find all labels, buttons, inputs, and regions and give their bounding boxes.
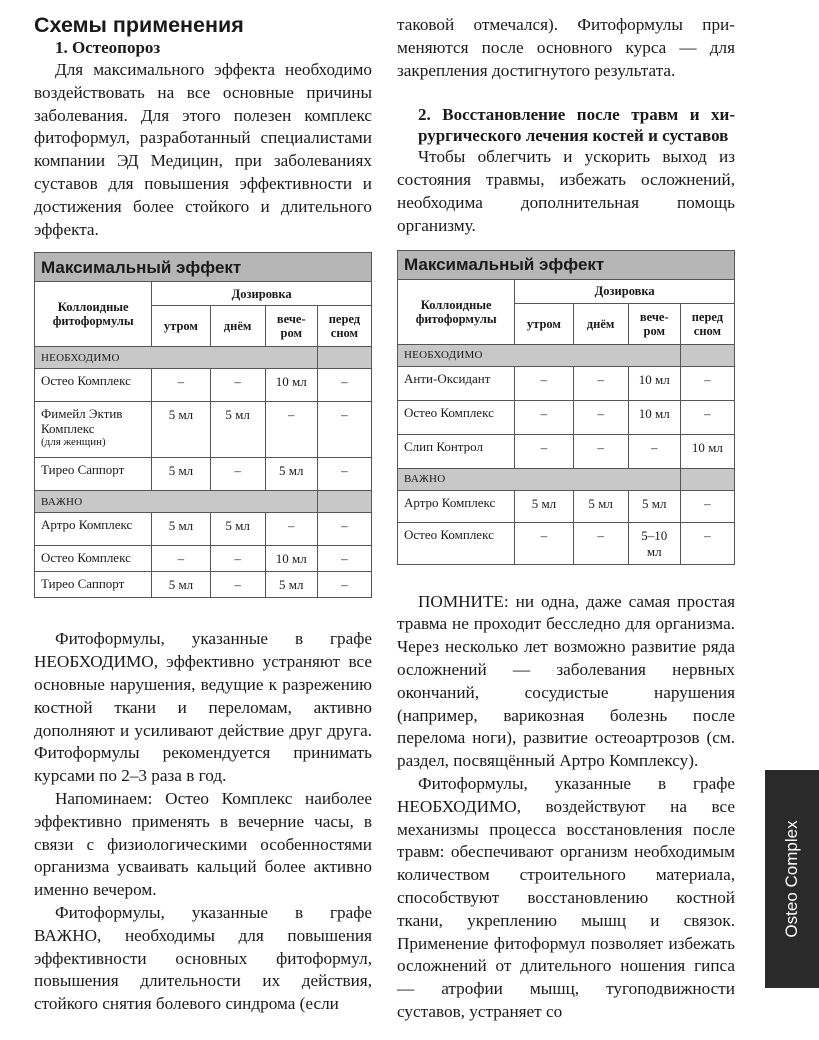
dose-evening: 5 мл xyxy=(265,572,317,598)
product-name: Артро Комплекс xyxy=(35,513,152,546)
dose-night: – xyxy=(317,458,371,491)
table-row xyxy=(398,522,735,564)
product-name: Тирео Саппорт xyxy=(35,572,152,598)
table-row xyxy=(35,402,372,458)
dose-morning: 5 мл xyxy=(515,490,573,522)
col-header-evening: вече- ром xyxy=(628,303,680,344)
dose-morning: – xyxy=(515,400,573,434)
dosage-table-recovery xyxy=(397,250,735,565)
product-name: Слип Контрол xyxy=(398,434,515,468)
dose-evening: 5 мл xyxy=(628,490,680,522)
dose-evening: 10 мл xyxy=(265,369,317,402)
category-important: ВАЖНО xyxy=(398,468,681,490)
col-header-day: днём xyxy=(573,303,628,344)
product-name: Остео Комплекс xyxy=(398,400,515,434)
side-tab xyxy=(765,770,819,988)
spacer xyxy=(397,565,735,591)
dose-day: – xyxy=(210,546,265,572)
dose-evening: 10 мл xyxy=(628,366,680,400)
table-row xyxy=(35,458,372,491)
dose-night: – xyxy=(317,513,371,546)
dose-evening: – xyxy=(265,513,317,546)
dose-morning: – xyxy=(152,369,210,402)
dose-morning: 5 мл xyxy=(152,458,210,491)
right-column xyxy=(397,0,735,1024)
col-header-dosage: Дозировка xyxy=(152,282,372,306)
table-caption: Максимальный эффект xyxy=(398,250,735,279)
spacer xyxy=(397,82,735,104)
product-name: Анти-Оксидант xyxy=(398,366,515,400)
col-header-name: Коллоидные фитоформулы xyxy=(35,282,152,347)
category-important: ВАЖНО xyxy=(35,491,318,513)
dose-morning: – xyxy=(152,546,210,572)
spacer xyxy=(34,598,372,628)
table-row xyxy=(398,434,735,468)
dose-day: – xyxy=(573,366,628,400)
dose-day: 5 мл xyxy=(210,513,265,546)
product-name-cell xyxy=(35,402,152,458)
dose-night: – xyxy=(317,572,371,598)
table-row xyxy=(35,546,372,572)
product-name: Остео Комплекс xyxy=(35,369,152,402)
table-caption: Максимальный эффект xyxy=(35,253,372,282)
col-header-dosage: Дозировка xyxy=(515,279,735,303)
table-row xyxy=(398,366,735,400)
dose-evening: – xyxy=(628,434,680,468)
dose-evening: 5 мл xyxy=(265,458,317,491)
category-blank xyxy=(317,347,371,369)
dosage-table-osteoporosis xyxy=(34,252,372,598)
dose-day: – xyxy=(573,400,628,434)
table-row xyxy=(398,490,735,522)
dose-evening: 5–10 мл xyxy=(628,522,680,564)
table-row xyxy=(35,513,372,546)
paragraph: Фитоформулы, указанные в графе НЕОБХОДИМО, воздействуют на все механизмы процесса восстановления после травм: обеспечивают организм необходимым количеством строительного материала, способствуют восстановлению костной ткани, укреплению мышц и связок. Применение фитоформул позволяет избежать осложнений от длительного ношения гипса — атрофии мышц, тугоподвижности суставов, устраняет со xyxy=(397,773,735,1021)
dose-morning: – xyxy=(515,366,573,400)
dose-morning: – xyxy=(515,434,573,468)
dose-morning: 5 мл xyxy=(152,402,210,458)
category-blank xyxy=(317,491,371,513)
col-header-night: перед сном xyxy=(317,306,371,347)
left-column xyxy=(34,0,372,1016)
intro-paragraph: Для максимального эффекта необходимо воздействовать на все основные причины заболевания. Для этого полезен комплекс фитоформул, разработанный специалистами компании ЭД Медицин, при заболеваниях суставов для повышения эффективности и достижения более стойкого и длительного эффекта. xyxy=(34,60,372,239)
dose-day: 5 мл xyxy=(573,490,628,522)
category-blank xyxy=(680,468,734,490)
dose-day: – xyxy=(573,434,628,468)
dose-evening: 10 мл xyxy=(628,400,680,434)
dose-night: – xyxy=(680,366,734,400)
product-note: (для женщин) xyxy=(41,436,106,449)
product-name: Тирео Саппорт xyxy=(35,458,152,491)
dose-night: – xyxy=(317,402,371,458)
dose-evening: – xyxy=(265,402,317,458)
section-title: Схемы применения xyxy=(34,13,244,37)
product-name: Артро Комплекс xyxy=(398,490,515,522)
col-header-night: перед сном xyxy=(680,303,734,344)
product-name: Остео Комплекс xyxy=(35,546,152,572)
table-row xyxy=(35,369,372,402)
dose-morning: – xyxy=(515,522,573,564)
dose-morning: 5 мл xyxy=(152,572,210,598)
table-row xyxy=(35,572,372,598)
dose-day: – xyxy=(210,572,265,598)
dose-morning: 5 мл xyxy=(152,513,210,546)
product-name: Фимейл Эктив Комплекс xyxy=(41,406,123,437)
dose-evening: 10 мл xyxy=(265,546,317,572)
subheading-osteoporosis: 1. Остеопороз xyxy=(55,38,161,57)
dose-night: 10 мл xyxy=(680,434,734,468)
col-header-morning: утром xyxy=(515,303,573,344)
intro-paragraph: Чтобы облегчить и ускорить выход из состояния травмы, избежать осложнений, необходима дополнительная помощь организму. xyxy=(397,147,735,235)
category-blank xyxy=(680,344,734,366)
subheading-text: 2. Восстановление после травм и хирургического лечения костей и суставов xyxy=(418,105,735,146)
dose-night: – xyxy=(680,400,734,434)
col-header-evening: вече- ром xyxy=(265,306,317,347)
continued-paragraph: таковой отмечался). Фитоформулы применяются после основного курса — для закрепления достигнутого результата. xyxy=(397,15,735,80)
paragraph: Фитоформулы, указанные в графе ВАЖНО, необходимы для повышения эффективности основных фитоформул, повышения длительности их действия, стойкого снятия болевого синдрома (если xyxy=(34,902,372,1014)
product-name: Остео Комплекс xyxy=(398,522,515,564)
paragraph: ПОМНИТЕ: ни одна, даже самая простая травма не проходит бесследно для организма. Через несколько лет возможно развитие ряда осложнений — заболевания нервных окончаний, сосудистые нарушения (например, варикозная болезнь после перелома ноги), развитие остеоартрозов (см. раздел, посвящённый Артро Комплексу). xyxy=(397,591,735,771)
dose-day: – xyxy=(573,522,628,564)
dose-night: – xyxy=(317,369,371,402)
dose-night: – xyxy=(680,522,734,564)
paragraph: Напоминаем: Остео Комплекс наиболее эффективно применять в вечерние часы, в связи с физиологическими особенностями организма усваивать кальций более активно именно вечером. xyxy=(34,788,372,900)
dose-day: – xyxy=(210,458,265,491)
col-header-day: днём xyxy=(210,306,265,347)
subheading-recovery xyxy=(397,104,735,146)
dose-day: 5 мл xyxy=(210,402,265,458)
category-required: НЕОБХОДИМО xyxy=(35,347,318,369)
dose-night: – xyxy=(317,546,371,572)
table-row xyxy=(398,400,735,434)
paragraph: Фитоформулы, указанные в графе НЕОБХОДИМО, эффективно устраняют все основные нарушения, ведущие к разрежению костной ткани и переломам, активно дополняют и усиливают действие друг друга. Фитоформулы рекомендуется принимать курсами по 2–3 раза в год. xyxy=(34,629,372,786)
side-tab-label: Osteo Complex xyxy=(782,820,801,938)
category-required: НЕОБХОДИМО xyxy=(398,344,681,366)
dose-night: – xyxy=(680,490,734,522)
dose-day: – xyxy=(210,369,265,402)
col-header-morning: утром xyxy=(152,306,210,347)
col-header-name: Коллоидные фитоформулы xyxy=(398,279,515,344)
